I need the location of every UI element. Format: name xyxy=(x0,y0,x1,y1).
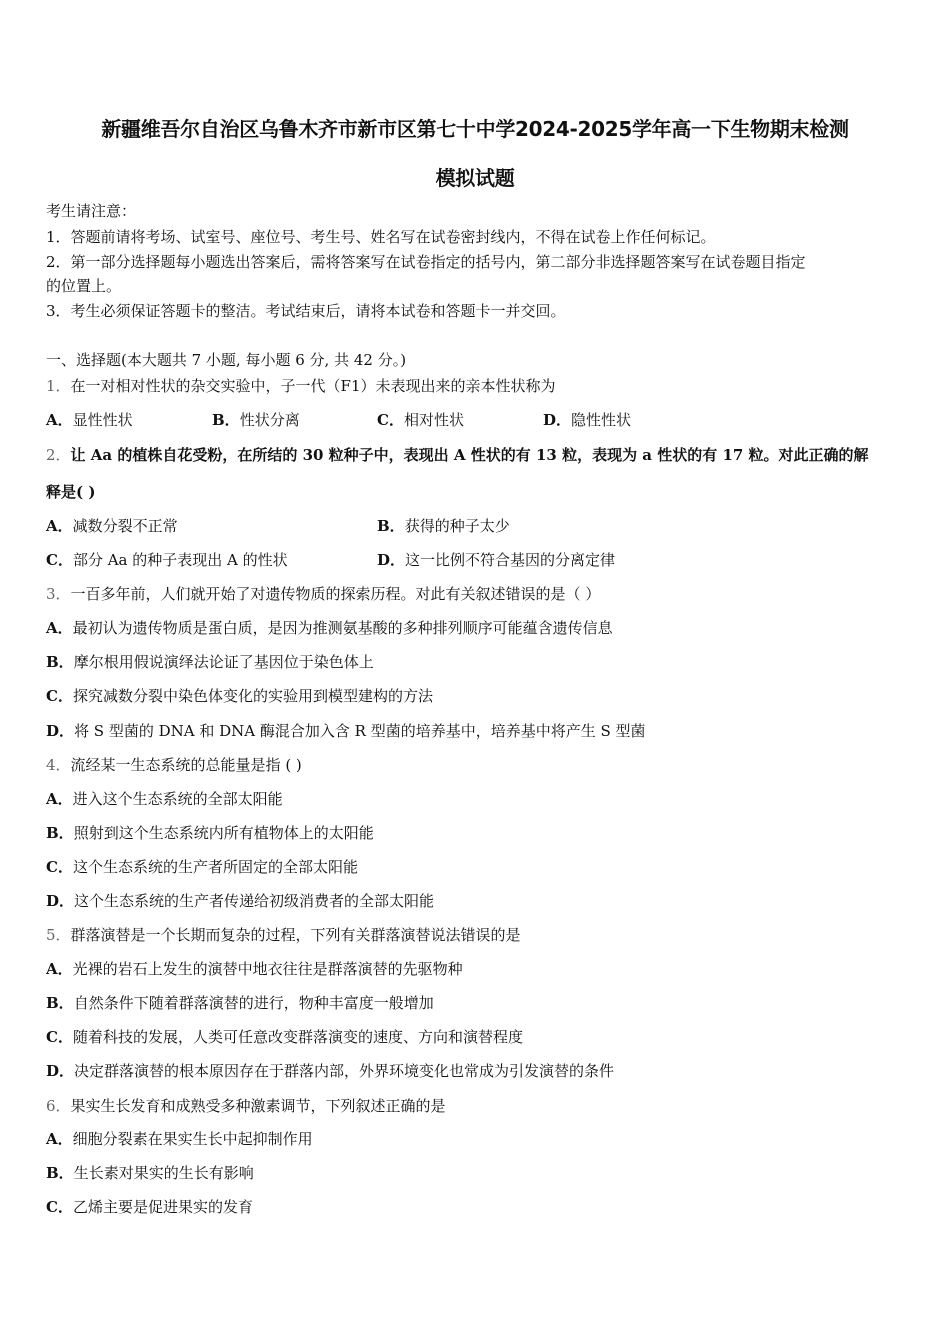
notice-item: 的位置上。 xyxy=(46,277,122,295)
question-1 xyxy=(46,376,556,396)
question-text: 让 Aa 的植株自花受粉，在所结的 30 粒种子中，表现出 A 性状的有 13 粒，表现为 a 性状的有 17 粒。对此正确的解 xyxy=(70,446,869,464)
option-d[interactable]: D．隐性性状 xyxy=(543,411,632,429)
question-number: 5． xyxy=(46,926,71,944)
question-text: 群落演替是一个长期而复杂的过程，下列有关群落演替说法错误的是 xyxy=(70,926,521,944)
question-number: 6． xyxy=(46,1097,71,1115)
question-2-continued: 释是( ) xyxy=(46,483,96,501)
question-2 xyxy=(46,445,869,465)
question-number: 1． xyxy=(46,377,71,395)
option-c[interactable]: C．相对性状 xyxy=(377,411,464,429)
question-text: 果实生长发育和成熟受多种激素调节，下列叙述正确的是 xyxy=(70,1097,446,1115)
question-5 xyxy=(46,925,521,945)
exam-title-line-2: 模拟试题 xyxy=(435,166,515,190)
question-text: 一百多年前，人们就开始了对遗传物质的探索历程。对此有关叙述错误的是（ ） xyxy=(70,585,601,603)
option-d[interactable]: D．决定群落演替的根本原因存在于群落内部，外界环境变化也常成为引发演替的条件 xyxy=(46,1062,615,1080)
option-b[interactable]: B．性状分离 xyxy=(212,411,300,429)
option-d[interactable]: D．这一比例不符合基因的分离定律 xyxy=(377,551,616,569)
option-d[interactable]: D．将 S 型菌的 DNA 和 DNA 酶混合加入含 R 型菌的培养基中，培养基中将产生 S 型菌 xyxy=(46,722,646,740)
option-c[interactable]: C．部分 Aa 的种子表现出 A 的性状 xyxy=(46,551,288,569)
question-6 xyxy=(46,1096,446,1116)
option-c[interactable]: C．随着科技的发展，人类可任意改变群落演变的速度、方向和演替程度 xyxy=(46,1028,523,1046)
option-b[interactable]: B．照射到这个生态系统内所有植物体上的太阳能 xyxy=(46,824,374,842)
option-b[interactable]: B．摩尔根用假说演绎法论证了基因位于染色体上 xyxy=(46,653,374,671)
option-b[interactable]: B．获得的种子太少 xyxy=(377,517,510,535)
option-c[interactable]: C．这个生态系统的生产者所固定的全部太阳能 xyxy=(46,858,358,876)
option-c[interactable]: C．乙烯主要是促进果实的发育 xyxy=(46,1198,253,1216)
option-a[interactable]: A．细胞分裂素在果实生长中起抑制作用 xyxy=(46,1130,313,1148)
option-b[interactable]: B．生长素对果实的生长有影响 xyxy=(46,1164,254,1182)
option-a[interactable]: A．显性性状 xyxy=(46,411,133,429)
option-d[interactable]: D．这个生态系统的生产者传递给初级消费者的全部太阳能 xyxy=(46,892,435,910)
option-a[interactable]: A．光裸的岩石上发生的演替中地衣往往是群落演替的先驱物种 xyxy=(46,960,463,978)
section-heading: 一、选择题(本大题共 7 小题, 每小题 6 分, 共 42 分。) xyxy=(46,351,407,369)
notice-heading: 考生请注意： xyxy=(46,202,137,220)
question-number: 4． xyxy=(46,756,71,774)
question-text: 在一对相对性状的杂交实验中，子一代（F1）未表现出来的亲本性状称为 xyxy=(70,377,556,395)
notice-item: 2．第一部分选择题每小题选出答案后，需将答案写在试卷指定的括号内，第二部分非选择题答案写在试卷题目指定 xyxy=(46,253,806,271)
option-a[interactable]: A．减数分裂不正常 xyxy=(46,517,178,535)
option-a[interactable]: A．进入这个生态系统的全部太阳能 xyxy=(46,790,283,808)
question-4 xyxy=(46,755,302,775)
question-number: 2． xyxy=(46,446,71,464)
notice-item: 3．考生必须保证答题卡的整洁。考试结束后，请将本试卷和答题卡一并交回。 xyxy=(46,302,566,320)
option-c[interactable]: C．探究减数分裂中染色体变化的实验用到模型建构的方法 xyxy=(46,687,433,705)
exam-title-line-1: 新疆维吾尔自治区乌鲁木齐市新市区第七十中学2024-2025学年高一下生物期末检测 xyxy=(101,117,849,141)
question-text: 流经某一生态系统的总能量是指 ( ) xyxy=(70,756,302,774)
notice-item: 1．答题前请将考场、试室号、座位号、考生号、姓名写在试卷密封线内，不得在试卷上作任何标记。 xyxy=(46,228,716,246)
option-b[interactable]: B．自然条件下随着群落演替的进行，物种丰富度一般增加 xyxy=(46,994,434,1012)
question-3 xyxy=(46,584,600,604)
option-a[interactable]: A．最初认为遗传物质是蛋白质，是因为推测氨基酸的多种排列顺序可能蕴含遗传信息 xyxy=(46,619,613,637)
question-number: 3． xyxy=(46,585,71,603)
